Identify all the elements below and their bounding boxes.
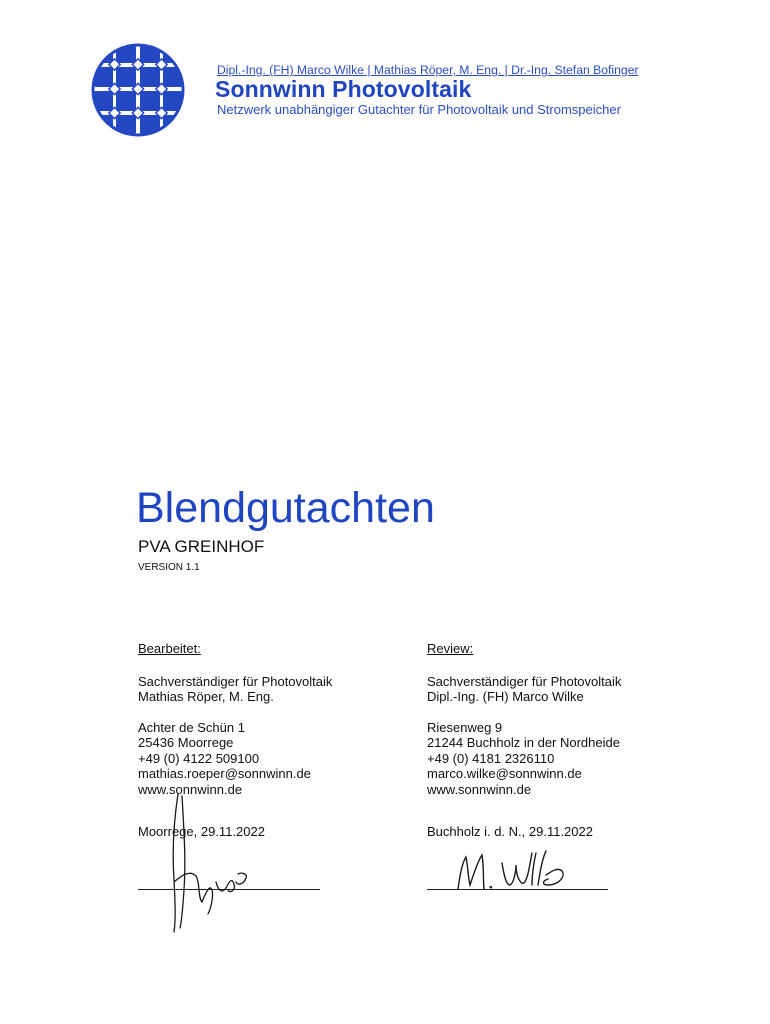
reviewer-city: 21244 Buchholz in der Nordheide bbox=[427, 735, 620, 750]
reviewer-name: Dipl.-Ing. (FH) Marco Wilke bbox=[427, 689, 584, 704]
reviewer-heading: Review: bbox=[427, 641, 474, 656]
editor-phone: +49 (0) 4122 509100 bbox=[138, 750, 260, 766]
editor-place-date: Moorrege, 29.11.2022 bbox=[138, 824, 265, 839]
editor-email: mathias.roeper@sonnwinn.de bbox=[138, 766, 311, 781]
document-title: Blendgutachten bbox=[136, 484, 435, 532]
reviewer-street: Riesenweg 9 bbox=[427, 719, 503, 735]
reviewer-role: Sachverständiger für Photovoltaik bbox=[427, 673, 622, 689]
reviewer-block bbox=[427, 641, 687, 840]
reviewer-phone: +49 (0) 4181 2326110 bbox=[427, 750, 555, 766]
editor-street: Achter de Schün 1 bbox=[138, 719, 245, 735]
reviewer-signature bbox=[450, 845, 570, 897]
editor-city: 25436 Moorrege bbox=[138, 735, 234, 750]
reviewer-website: www.sonnwinn.de bbox=[427, 781, 532, 797]
brand-name: Sonnwinn Photovoltaik bbox=[215, 76, 472, 102]
document-subtitle: PVA GREINHOF bbox=[138, 537, 265, 556]
editor-role: Sachverständiger für Photovoltaik bbox=[138, 673, 333, 689]
editor-signature bbox=[160, 790, 255, 935]
sonnwinn-logo bbox=[88, 42, 188, 138]
reviewer-email: marco.wilke@sonnwinn.de bbox=[427, 766, 582, 781]
editor-name: Mathias Röper, M. Eng. bbox=[138, 689, 274, 704]
editor-heading: Bearbeitet: bbox=[138, 641, 201, 656]
reviewer-place-date: Buchholz i. d. N., 29.11.2022 bbox=[427, 824, 593, 839]
document-version: VERSION 1.1 bbox=[138, 562, 200, 573]
editor-website: www.sonnwinn.de bbox=[138, 781, 243, 797]
authors-line[interactable]: Dipl.-Ing. (FH) Marco Wilke | Mathias Röper, M. Eng. | Dr.-Ing. Stefan Bofinger bbox=[217, 63, 639, 77]
brand-tagline: Netzwerk unabhängiger Gutachter für Photovoltaik und Stromspeicher bbox=[217, 102, 621, 117]
